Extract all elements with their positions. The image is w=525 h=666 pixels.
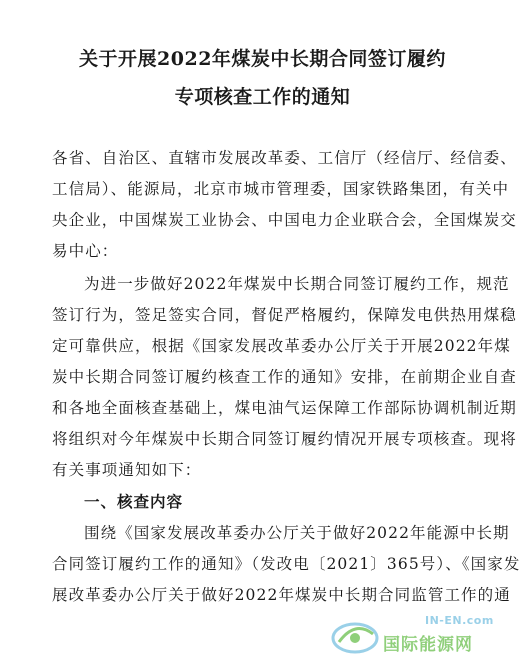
in-en-logo-icon — [329, 616, 381, 656]
watermark-domain: IN-EN.com — [425, 614, 494, 627]
paragraph-1-line: 将组织对今年煤炭中长期合同签订履约情况开展专项核查。现将 — [52, 430, 517, 448]
paragraph-1-line: 签订行为，签足签实合同，督促严格履约，保障发电供热用煤稳 — [52, 306, 517, 324]
addressee-line: 各省、自治区、直辖市发展改革委、工信厅（经信厅、经信委、 — [52, 149, 517, 167]
paragraph-1-line: 炭中长期合同签订履约核查工作的通知》安排，在前期企业自查 — [52, 368, 517, 386]
addressee-line: 易中心： — [52, 242, 119, 260]
document-title-line-1: 关于开展2022年煤炭中长期合同签订履约 — [79, 48, 446, 70]
paragraph-1-line: 和各地全面核查基础上，煤电油气运保障工作部际协调机制近期 — [52, 399, 517, 417]
watermark-name: 国际能源网 — [383, 635, 473, 655]
addressee-line: 央企业，中国煤炭工业协会、中国电力企业联合会，全国煤炭交 — [52, 211, 517, 229]
document-title-line-2: 专项核查工作的通知 — [174, 86, 351, 108]
section-1-heading: 一、核查内容 — [84, 493, 184, 511]
paragraph-1-line: 有关事项通知如下： — [52, 461, 202, 479]
section-1-paragraph-line: 合同签订履约工作的通知》（发改电〔2021〕365号）、《国家发 — [52, 555, 521, 573]
addressee-line: 工信局）、能源局，北京市城市管理委，国家铁路集团，有关中 — [52, 180, 510, 198]
section-1-paragraph-line: 围绕《国家发展改革委办公厅关于做好2022年能源中长期 — [84, 524, 510, 542]
paragraph-1-line: 定可靠供应，根据《国家发展改革委办公厅关于开展2022年煤 — [52, 337, 511, 355]
section-1-paragraph-line: 展改革委办公厅关于做好2022年煤炭中长期合同监管工作的通 — [52, 586, 511, 604]
in-en-watermark — [329, 612, 519, 656]
paragraph-1-line: 为进一步做好2022年煤炭中长期合同签订履约工作，规范 — [84, 275, 510, 293]
